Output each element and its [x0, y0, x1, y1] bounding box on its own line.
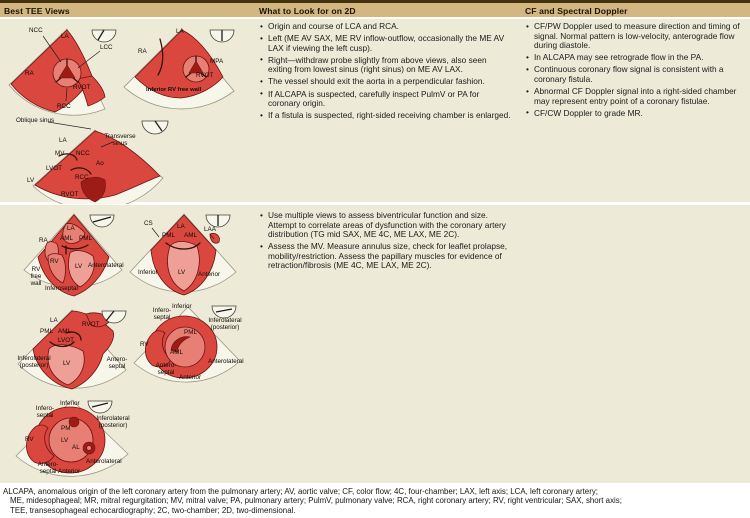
look-2d-list-section1	[259, 22, 511, 123]
multiplane-angle-icon	[92, 30, 116, 42]
label-transverse-sinus: Transverse sinus	[104, 133, 136, 147]
label-la: LA	[176, 28, 184, 35]
label-rv: RV	[25, 436, 34, 443]
label-anterior: Anterior	[179, 374, 202, 381]
label-la: LA	[61, 33, 69, 40]
label-inferolateral-posterior: Inferolateral (posterior)	[96, 415, 130, 429]
label-anterolateral: Anterolateral	[208, 358, 244, 365]
label-inferolateral-posterior: Inferolateral (posterior)	[17, 355, 51, 369]
bullet-item: • If a fistula is suspected, right-sided receiving chamber is enlarged.	[259, 111, 511, 121]
table-header-row	[0, 0, 750, 17]
bullet-item: • If ALCAPA is suspected, carefully inspect PulmV or PA for coronary origin.	[259, 90, 511, 109]
label-rv: RV	[140, 341, 149, 348]
label-ra: RA	[25, 70, 34, 77]
footnote-line: ME, midesophageal; MR, mitral regurgitation; MV, mitral valve; PA, pulmonary artery; PulmV, pulmonary valve; RCA, right coronary artery; RV, right ventricular; SAX, short axis;	[10, 496, 622, 506]
label-rv: RV	[50, 258, 59, 265]
diagram-me-4c	[22, 212, 128, 304]
diagram-me-2c	[128, 212, 240, 304]
doppler-list-section1	[525, 22, 741, 121]
label-la: LA	[67, 225, 75, 232]
bullet-item: • Right—withdraw probe slightly from above views, also seen exiting from lowest sinus (right sinus) on ME AV LAX.	[259, 56, 511, 75]
multiplane-angle-icon	[142, 121, 168, 134]
label-lv: LV	[61, 437, 69, 444]
diagram-me-av-sax	[5, 27, 120, 119]
diagram-me-rv-inflow-outflow	[122, 27, 240, 119]
bullet-item: • Left (ME AV SAX, ME RV inflow-outflow, occasionally the ME AV LAX if viewing the left cusp).	[259, 34, 511, 53]
label-al: AL	[72, 444, 80, 451]
label-inferior-rv-free-wall: Inferior RV free wall	[146, 87, 202, 93]
footnote-line: ALCAPA, anomalous origin of the left coronary artery from the pulmonary artery; AV, aortic valve; CF, color flow; 4C, four-chamber; LAX, left axis; LCA, left coronary artery;	[3, 487, 598, 496]
label-oblique-sinus: Oblique sinus	[16, 117, 55, 124]
diagram-tg-mid-sax	[8, 398, 143, 492]
multiplane-angle-icon	[210, 30, 234, 42]
label-lv: LV	[178, 269, 186, 276]
label-ao: Ao	[96, 160, 104, 167]
column-header-what-to-look-for-2d: What to Look for on 2D	[259, 6, 356, 16]
label-inferior: Inferior	[138, 269, 158, 276]
label-anteroseptal: Antero-septal	[37, 461, 59, 475]
bullet-item: • Abnormal CF Doppler signal into a right-sided chamber may represent entry point of a coronary fistulae.	[525, 87, 741, 106]
bullet-item: • Continuous coronary flow signal is consistent with a coronary fistula.	[525, 65, 741, 84]
label-ncc: NCC	[29, 27, 43, 34]
bullet-item: • Origin and course of LCA and RCA.	[259, 22, 511, 32]
label-lv: LV	[63, 360, 71, 367]
label-rvot: RVOT	[196, 72, 214, 79]
label-rcc: RCC	[75, 174, 89, 181]
label-aml: AML	[58, 328, 71, 335]
label-aml: AML	[170, 349, 183, 356]
look-2d-list-section2	[259, 211, 511, 274]
label-inferior: Inferior	[60, 400, 80, 407]
footnote-line: TEE, transesophageal echocardiography; 2C, two-chamber; 2D, two-dimensional.	[10, 505, 296, 515]
column-header-best-tee-views: Best TEE Views	[4, 6, 70, 16]
label-lv: LV	[27, 177, 35, 184]
label-anterior: Anterior	[198, 271, 221, 278]
me-rv-inflow-outflow-illustration	[122, 27, 240, 119]
bullet-item: • CF/PW Doppler used to measure direction and timing of signal. Normal pattern is low-velocity, anterograde flow during diastole.	[525, 22, 741, 51]
label-lvot: LVOT	[58, 337, 74, 344]
label-anteroseptal: Antero-septal	[106, 356, 128, 370]
multiplane-angle-icon	[88, 401, 112, 413]
label-lvot: LVOT	[46, 165, 62, 172]
label-inferolateral-posterior: Inferolateral (posterior)	[208, 317, 242, 331]
label-lv: LV	[75, 263, 83, 270]
label-rvot: RVOT	[61, 191, 79, 198]
label-anterolateral: Anterolateral	[88, 262, 124, 269]
label-aml: AML	[184, 232, 197, 239]
abbreviations-footnote	[3, 487, 747, 515]
diagram-me-av-lax	[15, 118, 185, 204]
label-pml: PML	[40, 328, 53, 335]
label-la: LA	[50, 317, 58, 324]
label-rvot: RVOT	[73, 84, 91, 91]
label-anterior: Anterior	[58, 468, 81, 475]
label-lcc: LCC	[100, 44, 113, 51]
label-ra: RA	[39, 237, 48, 244]
label-la: LA	[177, 223, 185, 230]
label-rvot: RVOT	[82, 321, 100, 328]
bullet-item: • In ALCAPA may see retrograde flow in the PA.	[525, 53, 741, 63]
label-pml: PML	[162, 232, 175, 239]
diagram-tg-basal-sax	[128, 303, 246, 403]
label-cs: CS	[144, 220, 153, 227]
label-rcc: RCC	[57, 103, 71, 110]
bullet-item: • CF/CW Doppler to grade MR.	[525, 109, 741, 119]
bullet-item: • The vessel should exit the aorta in a perpendicular fashion.	[259, 77, 511, 87]
label-pml: PML	[79, 235, 92, 242]
label-pml: PML	[184, 329, 197, 336]
label-inferoseptal: Infero-septal	[152, 307, 172, 321]
label-rv-free-wall: RV free wall	[30, 266, 42, 287]
label-inferoseptal: Infero-septal	[35, 405, 55, 419]
label-pm: PM	[61, 425, 71, 432]
label-mv: MV	[55, 150, 65, 157]
label-mpa: MPA	[210, 58, 224, 65]
bullet-item: • Assess the MV. Measure annulus size, check for leaflet prolapse, mobility/restriction. Assess the papillary muscles for evidence of retraction/fibrosis (ME 4C, ME LAX, ME 2C).	[259, 242, 511, 271]
multiplane-angle-icon	[90, 215, 114, 227]
label-la: LA	[59, 137, 67, 144]
bullet-item: • Use multiple views to assess biventricular function and size. Attempt to correlate areas of dysfunction with the coronary artery distribution (TG mid SAX, ME 4C, ME LAX, ME 2C).	[259, 211, 511, 240]
label-anteroseptal: Antero-septal	[155, 362, 177, 376]
column-header-cf-spectral-doppler: CF and Spectral Doppler	[525, 6, 628, 16]
label-anterolateral: Anterolateral	[86, 458, 122, 465]
label-laa: LAA	[204, 226, 216, 233]
label-aml: AML	[60, 235, 73, 242]
label-inferior: Inferior	[172, 303, 192, 310]
label-ra: RA	[138, 48, 147, 55]
label-ncc: NCC	[76, 150, 90, 157]
label-inferoseptal: Inferoseptal	[45, 285, 78, 292]
